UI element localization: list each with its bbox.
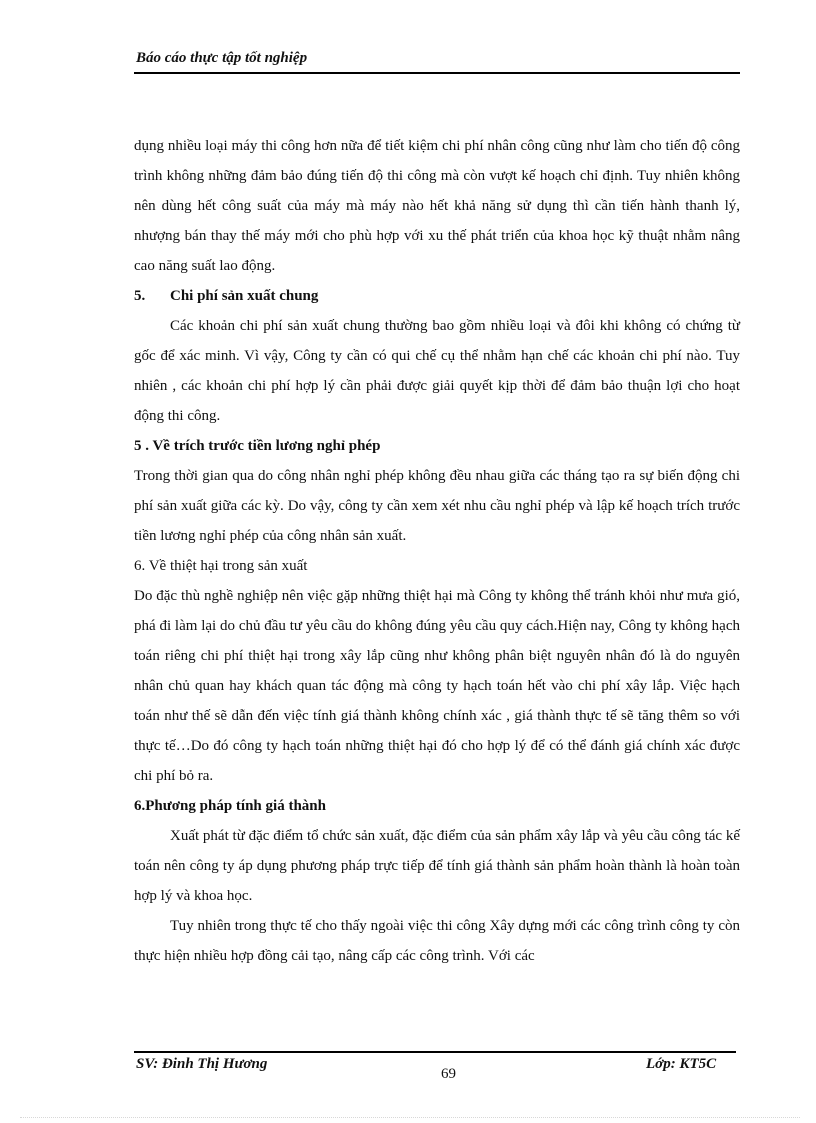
heading-general-costs xyxy=(134,281,740,311)
heading-text: Chi phí sản xuất chung xyxy=(170,288,319,304)
heading-number: 5. xyxy=(134,288,146,304)
footer-student-name: SV: Đinh Thị Hương xyxy=(136,1056,268,1072)
paragraph-general-costs: Các khoản chi phí sản xuất chung thường bao gồm nhiều loại và đôi khi không có chứng từ gốc để xác minh. Vì vậy, Công ty cần có qui chế cụ thể nhằm hạn chế các khoản chi phí nào. Tuy nhiên , các khoản chi phí hợp lý cần phải được giải quyết kịp thời để đảm bảo thuận lợi cho hoạt động thi công. xyxy=(134,318,740,424)
paragraph-costing-method: Xuất phát từ đặc điểm tổ chức sản xuất, đặc điểm của sản phẩm xây lắp và yêu cầu công tác kế toán nên công ty áp dụng phương pháp trực tiếp để tính giá thành sản phẩm hoàn thành là hoàn toàn hợp lý và khoa học. xyxy=(134,828,740,904)
report-title: Báo cáo thực tập tốt nghiệp xyxy=(136,50,308,66)
document-body xyxy=(134,131,740,971)
page-bottom-edge xyxy=(20,1117,800,1118)
footer-rule xyxy=(134,1051,736,1053)
heading-leave-wages: 5 . Về trích trước tiền lương nghỉ phép xyxy=(134,438,381,454)
paragraph-production-damage: Do đặc thù nghề nghiệp nên việc gặp những thiệt hại mà Công ty không thể tránh khỏi như mưa gió, phá đi làm lại do chủ đầu tư yêu cầu do không đúng yêu cầu quy cách.Hiện nay, Công ty không hạch toán riêng chi phí thiệt hại trong xây lắp cũng như không phân biệt nguyên nhân đó là do nguyên nhân chủ quan hay khách quan tác động mà công ty hạch toán hết vào chi phí xây lắp. Việc hạch toán như thế sẽ dẫn đến việc tính giá thành không chính xác , giá thành thực tế sẽ tăng thêm so với thực tế…Do đó công ty hạch toán những thiệt hại đó cho hợp lý để có thể đánh giá chính xác được chi phí bỏ ra. xyxy=(134,588,740,784)
paragraph-machinery: dụng nhiều loại máy thi công hơn nữa để tiết kiệm chi phí nhân công cũng như làm cho tiến độ công trình không những đảm bảo đúng tiến độ thi công mà còn vượt kế hoạch chỉ định. Tuy nhiên không nên dùng hết công suất của máy mà máy nào hết khả năng sử dụng thì cần tiến hành thanh lý, nhượng bán thay thế máy mới cho phù hợp với xu thế phát triển của khoa học kỹ thuật nhằm nâng cao năng suất lao động. xyxy=(134,138,740,274)
paragraph-renovation: Tuy nhiên trong thực tế cho thấy ngoài việc thi công Xây dựng mới các công trình công ty còn thực hiện nhiều hợp đồng cải tạo, nâng cấp các công trình. Với các xyxy=(134,918,740,964)
footer-class: Lớp: KT5C xyxy=(646,1056,717,1072)
page-header xyxy=(134,48,740,74)
heading-production-damage: 6. Về thiệt hại trong sản xuất xyxy=(134,558,308,574)
page-number: 69 xyxy=(441,1066,456,1082)
paragraph-leave-wages: Trong thời gian qua do công nhân nghỉ phép không đều nhau giữa các tháng tạo ra sự biến động chi phí sản xuất giữa các kỳ. Do vậy, công ty cần xem xét nhu cầu nghỉ phép và lập kế hoạch trích trước tiền lương nghỉ phép của công nhân sản xuất. xyxy=(134,468,740,544)
heading-costing-method: 6.Phương pháp tính giá thành xyxy=(134,798,326,814)
